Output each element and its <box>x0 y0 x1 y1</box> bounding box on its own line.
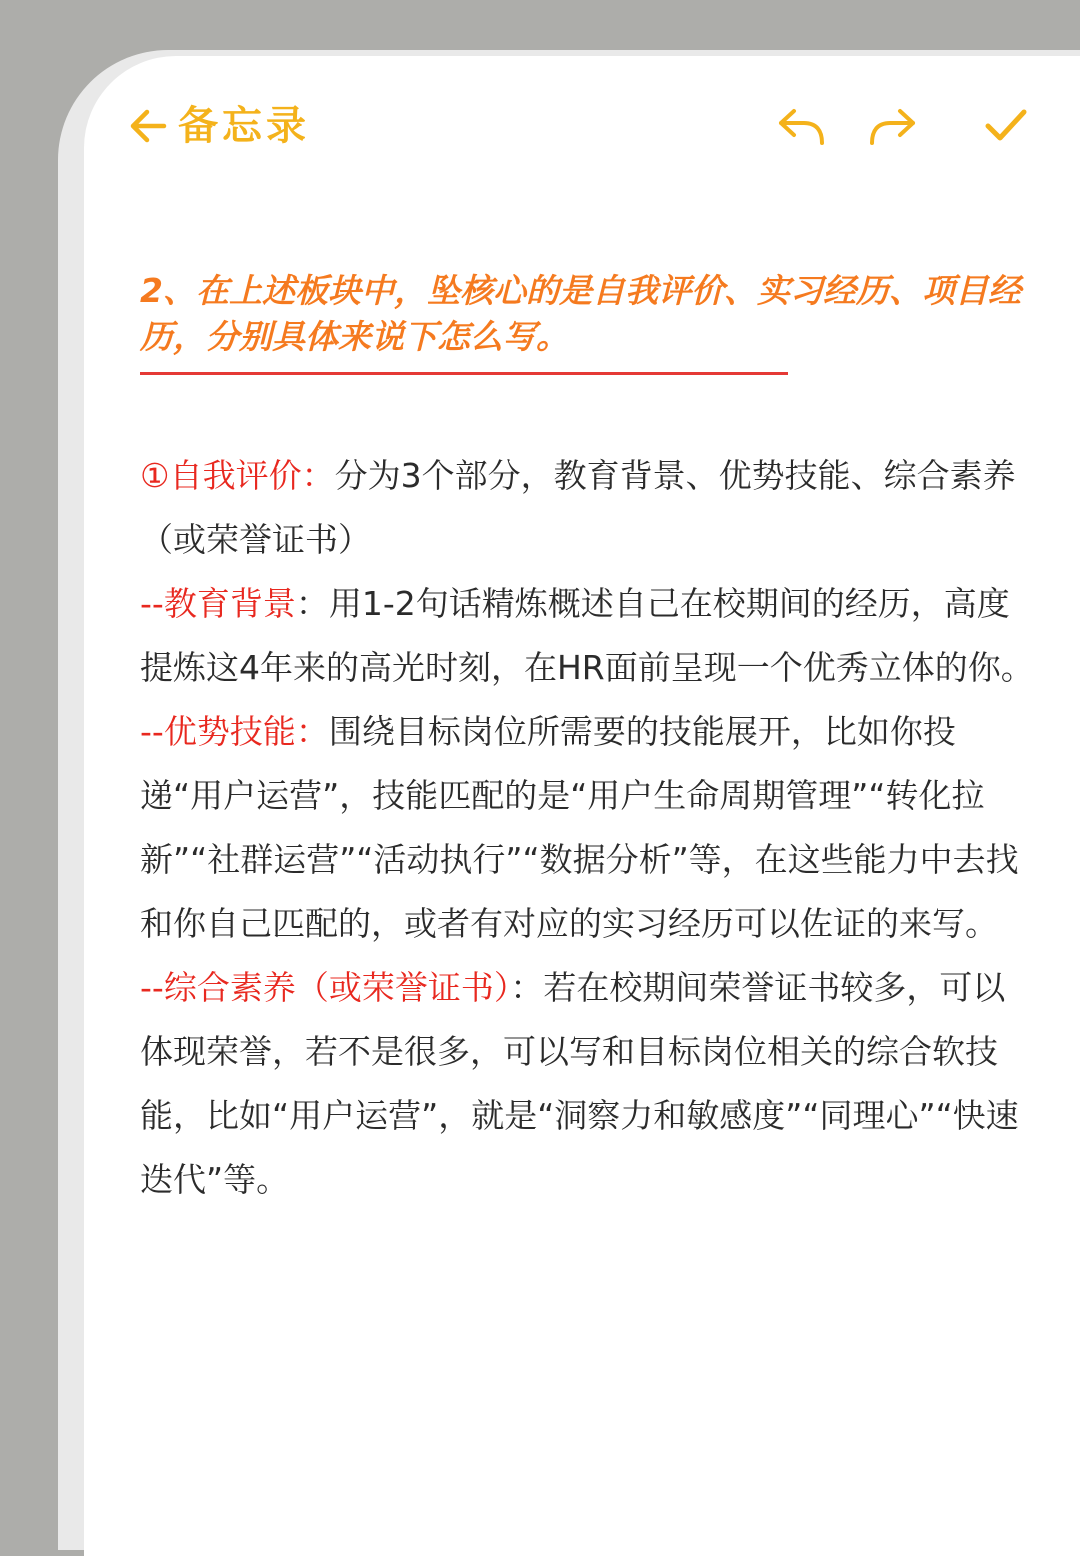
education-text: ：用1-2句话精炼概述自己在校期间的经历，高度提炼这4年来的高光时刻，在HR面前呈现一个优秀立体的你。 <box>140 584 1034 687</box>
note-body[interactable] <box>140 444 1035 1212</box>
back-button[interactable] <box>128 96 310 156</box>
redo-button[interactable] <box>862 96 922 156</box>
qualities-label: --综合素养（或荣誉证书） <box>140 968 511 1007</box>
skills-label: --优势技能： <box>140 712 329 751</box>
self-evaluation-label: ①自我评价： <box>140 456 335 495</box>
top-toolbar <box>128 96 1028 156</box>
redo-icon <box>866 105 918 147</box>
skills-paragraph <box>140 700 1035 956</box>
heading-underline <box>140 372 788 375</box>
app-title: 备忘录 <box>178 103 310 149</box>
qualities-paragraph <box>140 956 1035 1212</box>
arrow-left-icon <box>128 106 168 146</box>
undo-icon <box>776 105 828 147</box>
section-heading: 2、在上述板块中，坠核心的是自我评价、实习经历、项目经历，分别具体来说下怎么写。 <box>140 271 1021 356</box>
education-label: --教育背景 <box>140 584 296 623</box>
undo-button[interactable] <box>772 96 832 156</box>
qualities-text: ：若在校期间荣誉证书较多，可以体现荣誉，若不是很多，可以写和目标岗位相关的综合软技能，比如“用户运营”，就是“洞察力和敏感度”“同理心”“快速迭代”等。 <box>140 968 1019 1199</box>
education-paragraph <box>140 572 1035 700</box>
check-icon <box>984 106 1028 146</box>
self-evaluation-text: 分为3个部分，教育背景、优势技能、综合素养（或荣誉证书） <box>140 456 1016 559</box>
done-button[interactable] <box>976 96 1036 156</box>
skills-text: 围绕目标岗位所需要的技能展开，比如你投递“用户运营”，技能匹配的是“用户生命周期管理”“转化拉新”“社群运营”“活动执行”“数据分析”等，在这些能力中去找和你自己匹配的，或者有对应的实习经历可以佐证的来写。 <box>140 712 1019 943</box>
self-evaluation-paragraph <box>140 444 1035 572</box>
